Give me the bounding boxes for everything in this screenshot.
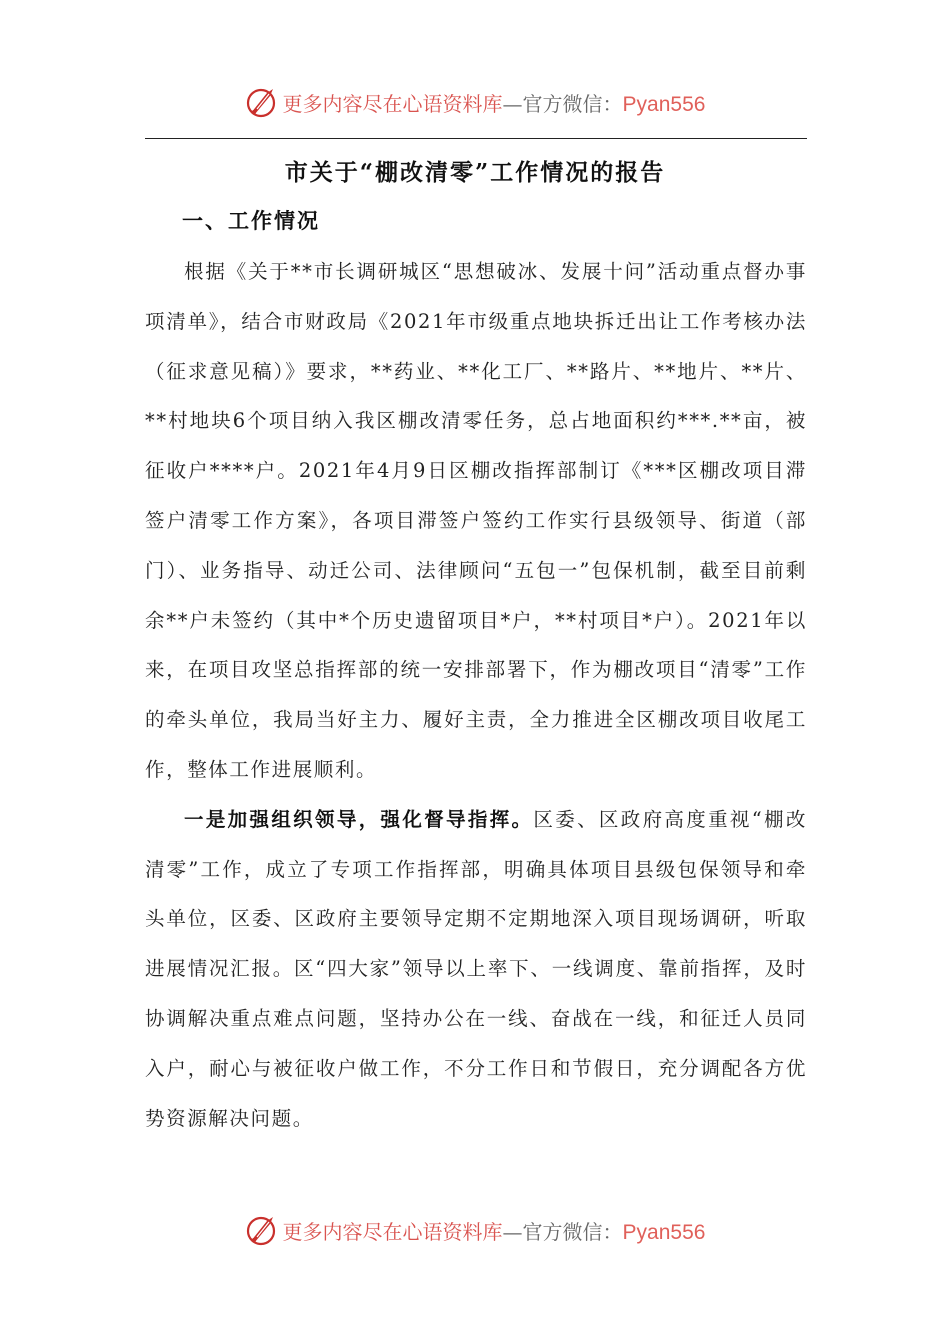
header-divider (145, 138, 807, 139)
watermark-wechat-id: Pyan556 (622, 92, 706, 116)
watermark-separator: — (502, 1219, 523, 1244)
paragraph-2-lead: 一是加强组织领导，强化督导指挥。 (184, 807, 534, 831)
paragraph-2-body: 区委、区政府高度重视“棚改清零”工作，成立了专项工作指挥部，明确具体项目县级包保领导和牵头单位，区委、区政府主要领导定期不定期地深入项目现场调研，听取进展情况汇报。区“四大家”领导以上率下、一线调度、靠前指挥，及时协调解决重点难点问题，坚持办公在一线、奋战在一线，和征迁人员同入户，耐心与被征收户做工作，不分工作日和节假日，充分调配各方优势资源解决问题。 (145, 807, 807, 1130)
paragraph-1: 根据《关于**市长调研城区“思想破冰、发展十问”活动重点督办事项清单》，结合市财政局《2021年市级重点地块拆迁出让工作考核办法（征求意见稿）》要求，**药业、**化工厂、**路片、**地片、**片、**村地块6个项目纳入我区棚改清零任务，总占地面积约***.**亩，被征收户****户。2021年4月9日区棚改指挥部制订《***区棚改项目滞签户清零工作方案》，各项目滞签户签约工作实行县级领导、街道（部门）、业务指导、动迁公司、法律顾问“五包一”包保机制，截至目前剩余**户未签约（其中*个历史遗留项目*户，**村项目*户）。2021年以来，在项目攻坚总指挥部的统一安排部署下，作为棚改项目“清零”工作的牵头单位，我局当好主力、履好主责，全力推进全区棚改项目收尾工作，整体工作进展顺利。 (145, 260, 807, 781)
watermark-main-text: 更多内容尽在心语资料库 (282, 91, 503, 116)
quill-pen-logo-icon (245, 1213, 279, 1247)
watermark-text (283, 1216, 706, 1245)
document-body (145, 247, 807, 1143)
paragraph-2 (145, 795, 807, 1144)
watermark-banner-bottom (0, 1210, 950, 1250)
watermark-main-text: 更多内容尽在心语资料库 (282, 1219, 503, 1244)
watermark-text (283, 88, 706, 117)
watermark-wechat-id: Pyan556 (622, 1220, 706, 1244)
watermark-wechat-label: 官方微信： (522, 91, 623, 116)
watermark-wechat-label: 官方微信： (522, 1219, 623, 1244)
document-title: 市关于“棚改清零”工作情况的报告 (284, 159, 666, 186)
watermark-separator: — (502, 91, 523, 116)
watermark-banner-top (0, 82, 950, 122)
section-heading: 一、工作情况 (182, 208, 320, 233)
quill-pen-logo-icon (245, 85, 279, 119)
